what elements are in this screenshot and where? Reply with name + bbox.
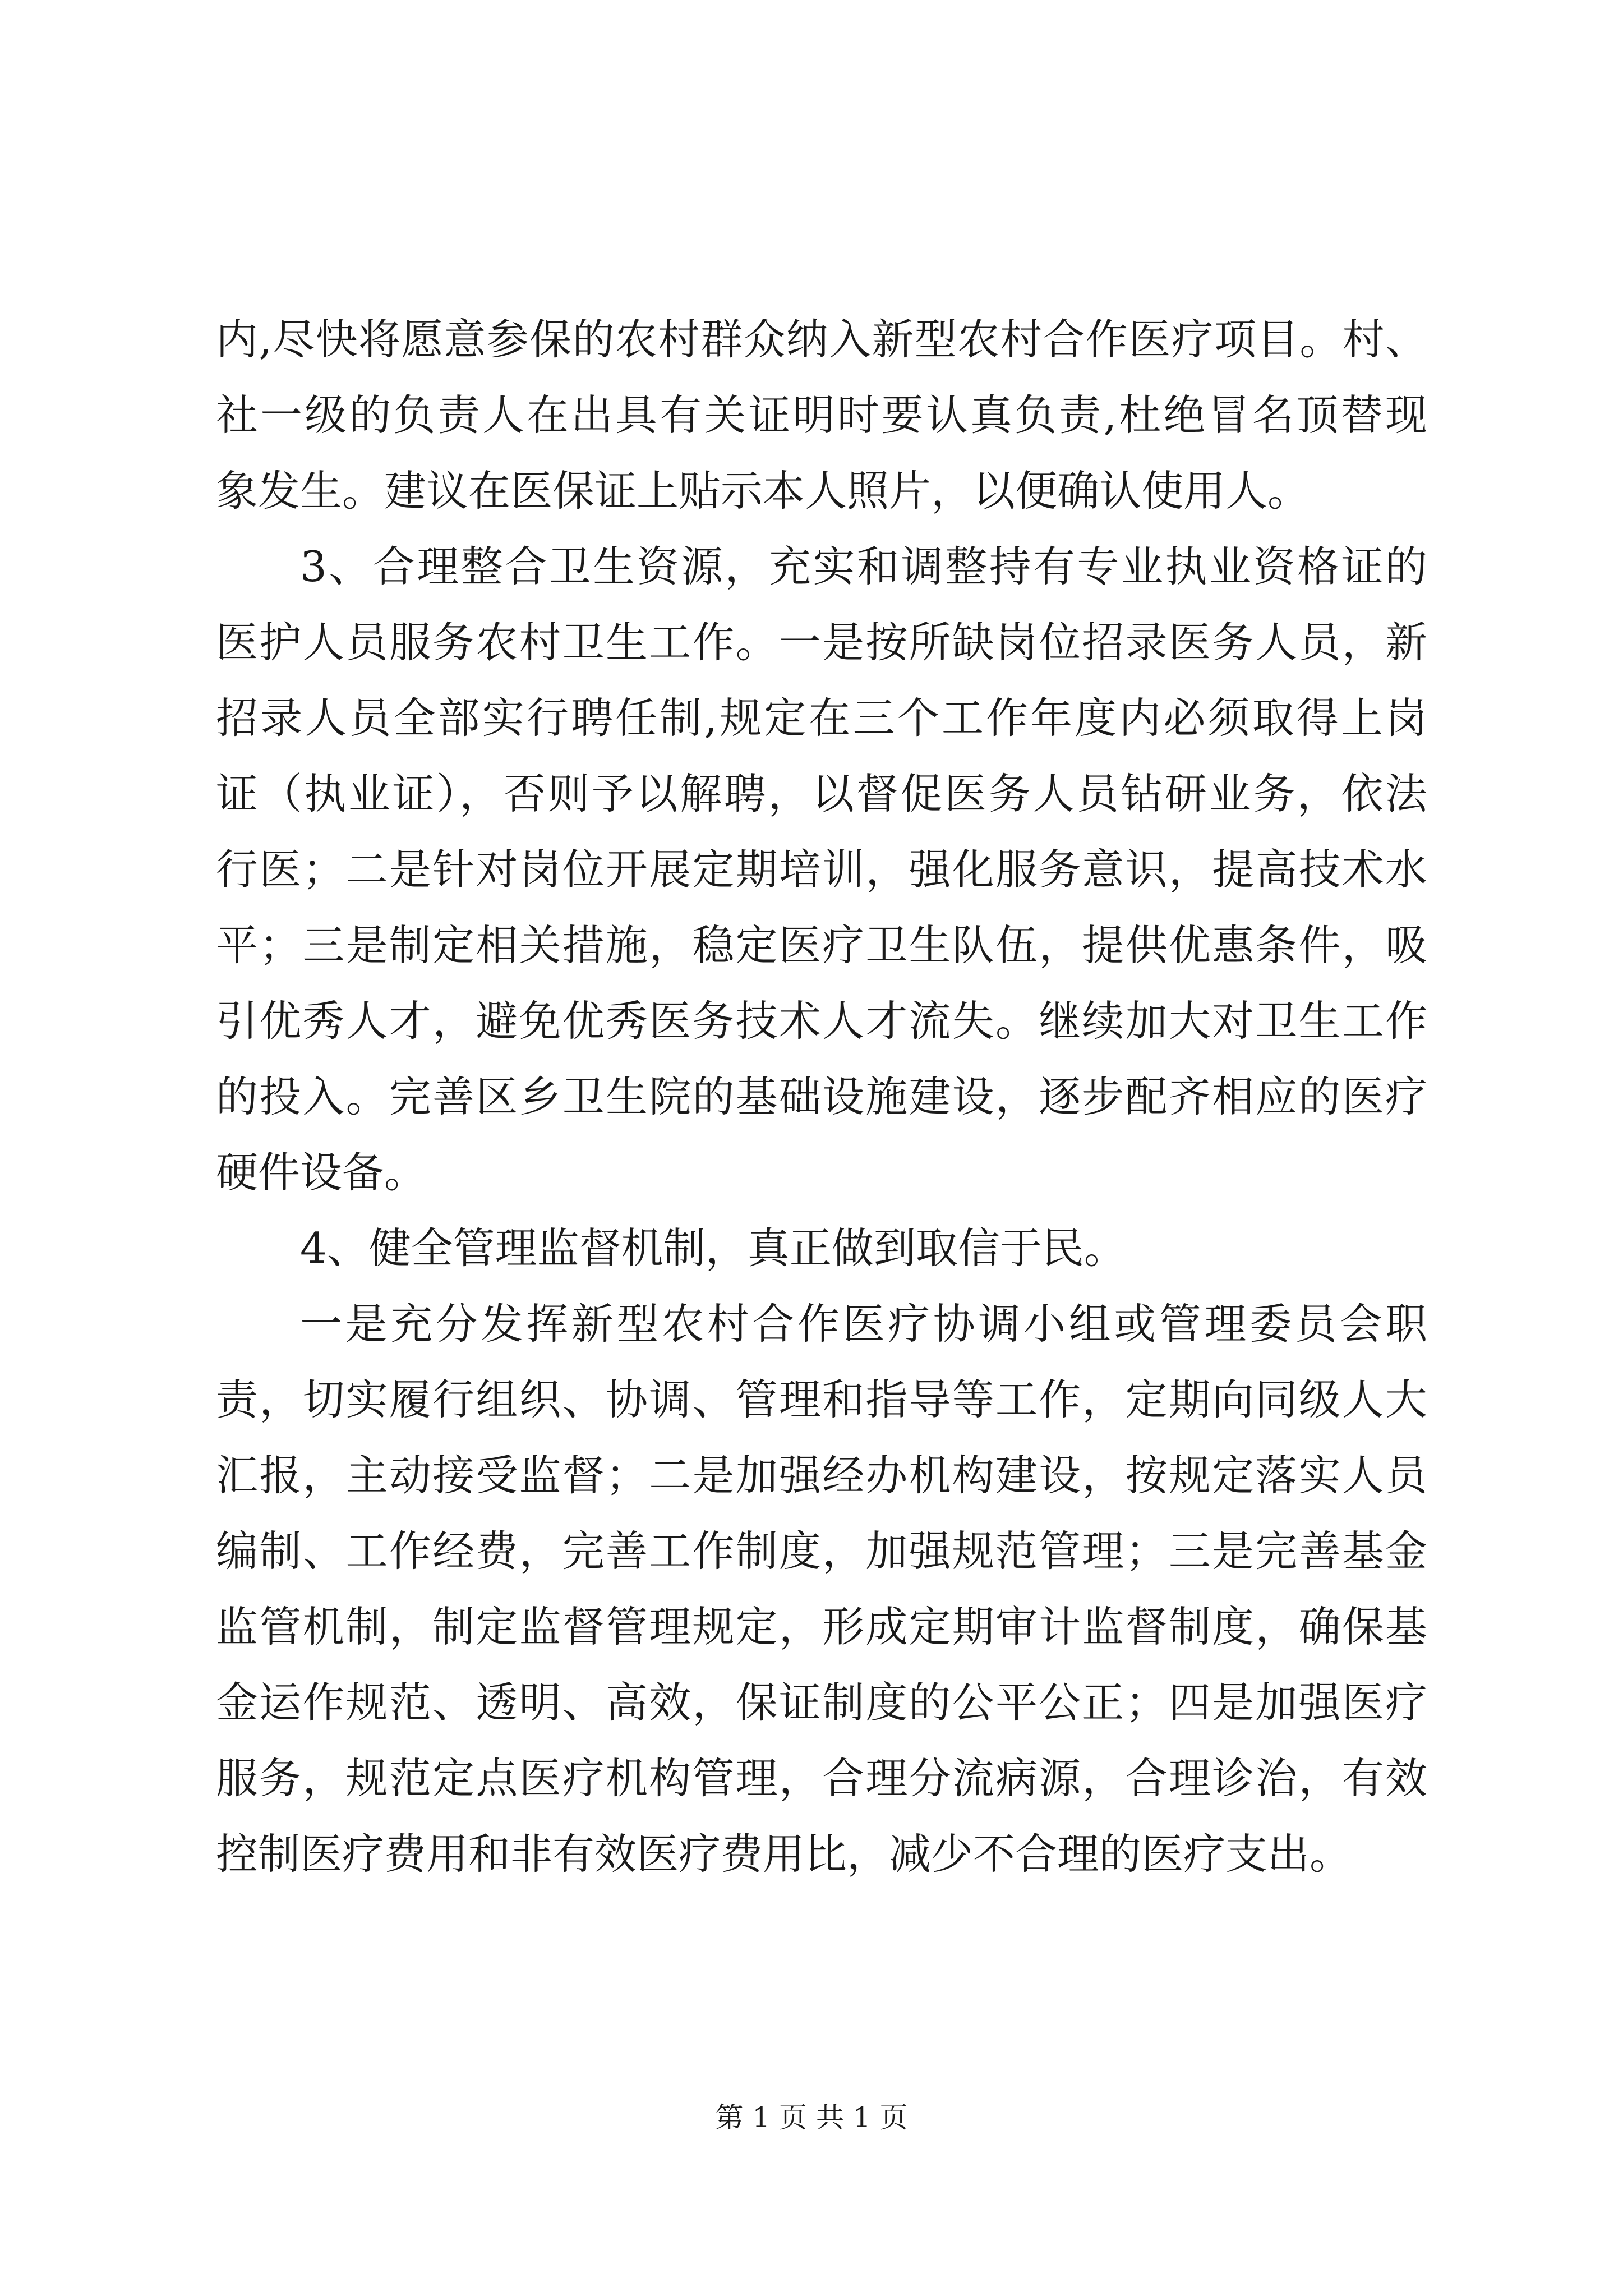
text-line: 一是充分发挥新型农村合作医疗协调小组或管理委员会职 — [300, 1299, 1427, 1349]
text-line: 招录人员全部实行聘任制,规定在三个工作年度内必须取得上岗 — [216, 693, 1427, 743]
text-line: 证（执业证），否则予以解聘，以督促医务人员钻研业务，依法 — [216, 769, 1427, 818]
text-line: 3、合理整合卫生资源，充实和调整持有专业执业资格证的 — [300, 542, 1427, 591]
text-line: 编制、工作经费，完善工作制度，加强规范管理；三是完善基金 — [216, 1526, 1427, 1576]
text-line: 平；三是制定相关措施，稳定医疗卫生队伍，提供优惠条件，吸 — [216, 921, 1427, 970]
text-line: 服务，规范定点医疗机构管理，合理分流病源，合理诊治，有效 — [216, 1754, 1427, 1803]
text-line: 社一级的负责人在出具有关证明时要认真负责,杜绝冒名顶替现 — [216, 390, 1427, 440]
text-line: 金运作规范、透明、高效，保证制度的公平公正；四是加强医疗 — [216, 1678, 1427, 1727]
document-body — [216, 302, 1427, 1892]
text-line: 行医；二是针对岗位开展定期培训，强化服务意识，提高技术水 — [216, 845, 1427, 894]
text-line: 硬件设备。 — [216, 1148, 427, 1197]
text-line: 的投入。完善区乡卫生院的基础设施建设，逐步配齐相应的医疗 — [216, 1072, 1427, 1121]
text-line: 监管机制，制定监督管理规定，形成定期审计监督制度，确保基 — [216, 1602, 1427, 1651]
text-line: 医护人员服务农村卫生工作。一是按所缺岗位招录医务人员，新 — [216, 618, 1427, 667]
text-line: 责，切实履行组织、协调、管理和指导等工作，定期向同级人大 — [216, 1375, 1427, 1424]
page-footer — [0, 2098, 1623, 2137]
text-line: 内,尽快将愿意参保的农村群众纳入新型农村合作医疗项目。村、 — [216, 315, 1427, 364]
text-line: 象发生。建议在医保证上贴示本人照片，以便确认使用人。 — [216, 466, 1310, 516]
text-line: 汇报，主动接受监督；二是加强经办机构建设，按规定落实人员 — [216, 1451, 1427, 1500]
page-number: 第 1 页 共 1 页 — [715, 2101, 908, 2134]
text-line: 4、健全管理监督机制，真正做到取信于民。 — [300, 1223, 1126, 1273]
text-line: 引优秀人才，避免优秀医务技术人才流失。继续加大对卫生工作 — [216, 996, 1427, 1046]
text-line: 控制医疗费用和非有效医疗费用比，减少不合理的医疗支出。 — [216, 1829, 1352, 1879]
